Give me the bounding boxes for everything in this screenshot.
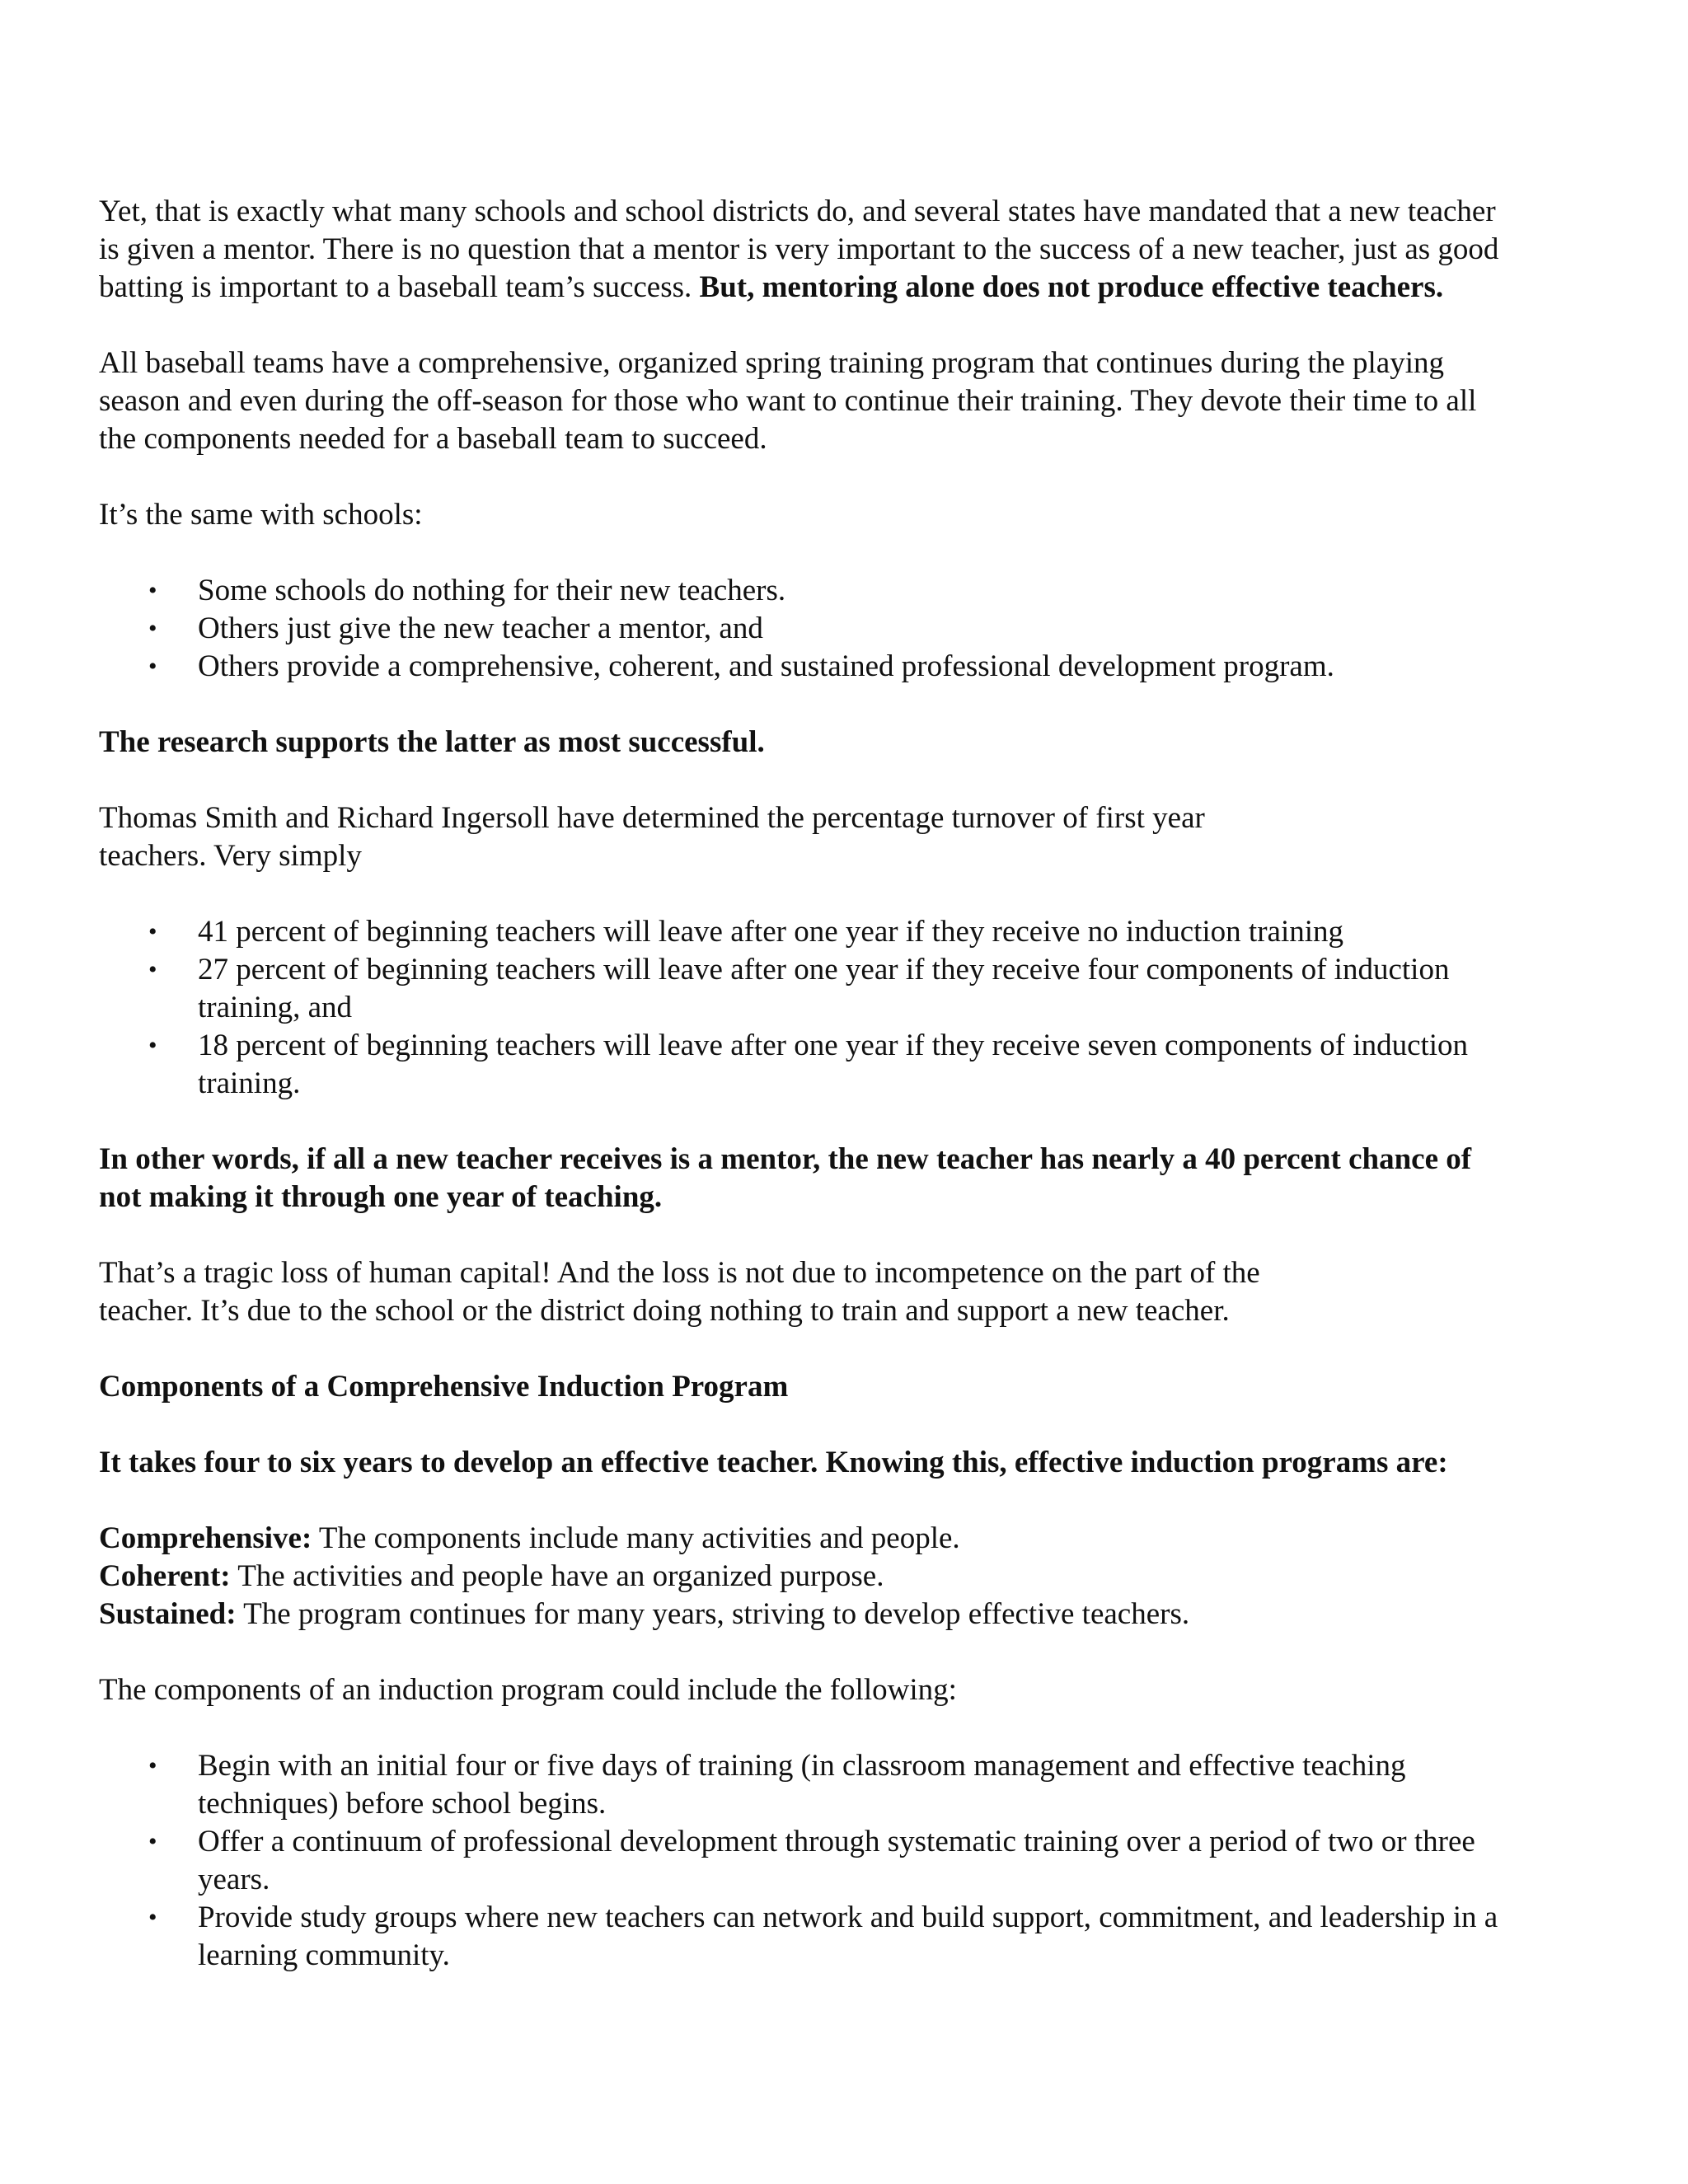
list-item: • Provide study groups where new teachers can network and build support, commitment, and leadership in a learning community. xyxy=(99,1899,1500,1975)
paragraph-baseball: All baseball teams have a comprehensive, organized spring training program that continues during the playing season and even during the off-season for those who want to continue their training. They devote their time to all the components needed for a baseball team to succeed. xyxy=(99,346,1477,456)
list-item: • Some schools do nothing for their new teachers. xyxy=(99,572,1500,610)
definition-term: Sustained: xyxy=(99,1597,237,1631)
definitions-block xyxy=(99,1520,1500,1633)
definition-row xyxy=(99,1597,1189,1631)
definition-row xyxy=(99,1559,884,1593)
list-item: • Others just give the new teacher a mentor, and xyxy=(99,610,1500,648)
paragraph-smith-ingersoll xyxy=(99,799,1500,875)
definition-term: Coherent: xyxy=(99,1559,231,1593)
paragraph-mentor-text: Yet, that is exactly what many schools and school districts do, and several states have mandated that a new teacher is given a mentor. There is no question that a mentor is very important to the success of a new teacher, just as good batting is important to a baseball team’s success. xyxy=(99,194,1499,304)
schools-list xyxy=(99,572,1500,686)
turnover-list xyxy=(99,913,1500,1103)
list-item: • 41 percent of beginning teachers will leave after one year if they receive no induction training xyxy=(99,913,1500,951)
induction-intro: It takes four to six years to develop an effective teacher. Knowing this, effective induction programs are: xyxy=(99,1446,1448,1479)
paragraph-mentor xyxy=(99,193,1500,307)
list-item: • Others provide a comprehensive, coherent, and sustained professional development program. xyxy=(99,648,1500,686)
definition-term: Comprehensive: xyxy=(99,1521,312,1555)
paragraph-smith-line2: teachers. Very simply xyxy=(99,839,362,873)
list-item: • Begin with an initial four or five days of training (in classroom management and effective teaching techniques) before school begins. xyxy=(99,1747,1500,1823)
definition-text: The program continues for many years, striving to develop effective teachers. xyxy=(236,1597,1190,1631)
list-item: • 18 percent of beginning teachers will leave after one year if they receive seven components of induction training. xyxy=(99,1027,1500,1103)
definition-row xyxy=(99,1521,960,1555)
definition-text: The components include many activities and people. xyxy=(312,1521,960,1555)
paragraph-human-capital-line2: teacher. It’s due to the school or the district doing nothing to train and support a new teacher. xyxy=(99,1294,1230,1328)
definition-text: The activities and people have an organized purpose. xyxy=(230,1559,884,1593)
list-item: • 27 percent of beginning teachers will leave after one year if they receive four components of induction training, and xyxy=(99,951,1500,1027)
document-page xyxy=(99,193,1500,1975)
list-item: • Offer a continuum of professional development through systematic training over a period of two or three years. xyxy=(99,1823,1500,1899)
conclusion-statement: In other words, if all a new teacher receives is a mentor, the new teacher has nearly a 40 percent chance of not making it through one year of teaching. xyxy=(99,1142,1472,1214)
research-statement: The research supports the latter as most successful. xyxy=(99,725,765,759)
section-heading: Components of a Comprehensive Induction Program xyxy=(99,1370,789,1404)
paragraph-human-capital xyxy=(99,1254,1500,1330)
paragraph-smith-line1: Thomas Smith and Richard Ingersoll have determined the percentage turnover of first year xyxy=(99,801,1205,835)
paragraph-schools-intro: It’s the same with schools: xyxy=(99,498,423,532)
components-list xyxy=(99,1747,1500,1975)
paragraph-human-capital-line1: That’s a tragic loss of human capital! And the loss is not due to incompetence on the part of the xyxy=(99,1256,1260,1290)
paragraph-components-intro: The components of an induction program could include the following: xyxy=(99,1673,957,1707)
paragraph-mentor-bold: But, mentoring alone does not produce effective teachers. xyxy=(699,270,1444,304)
